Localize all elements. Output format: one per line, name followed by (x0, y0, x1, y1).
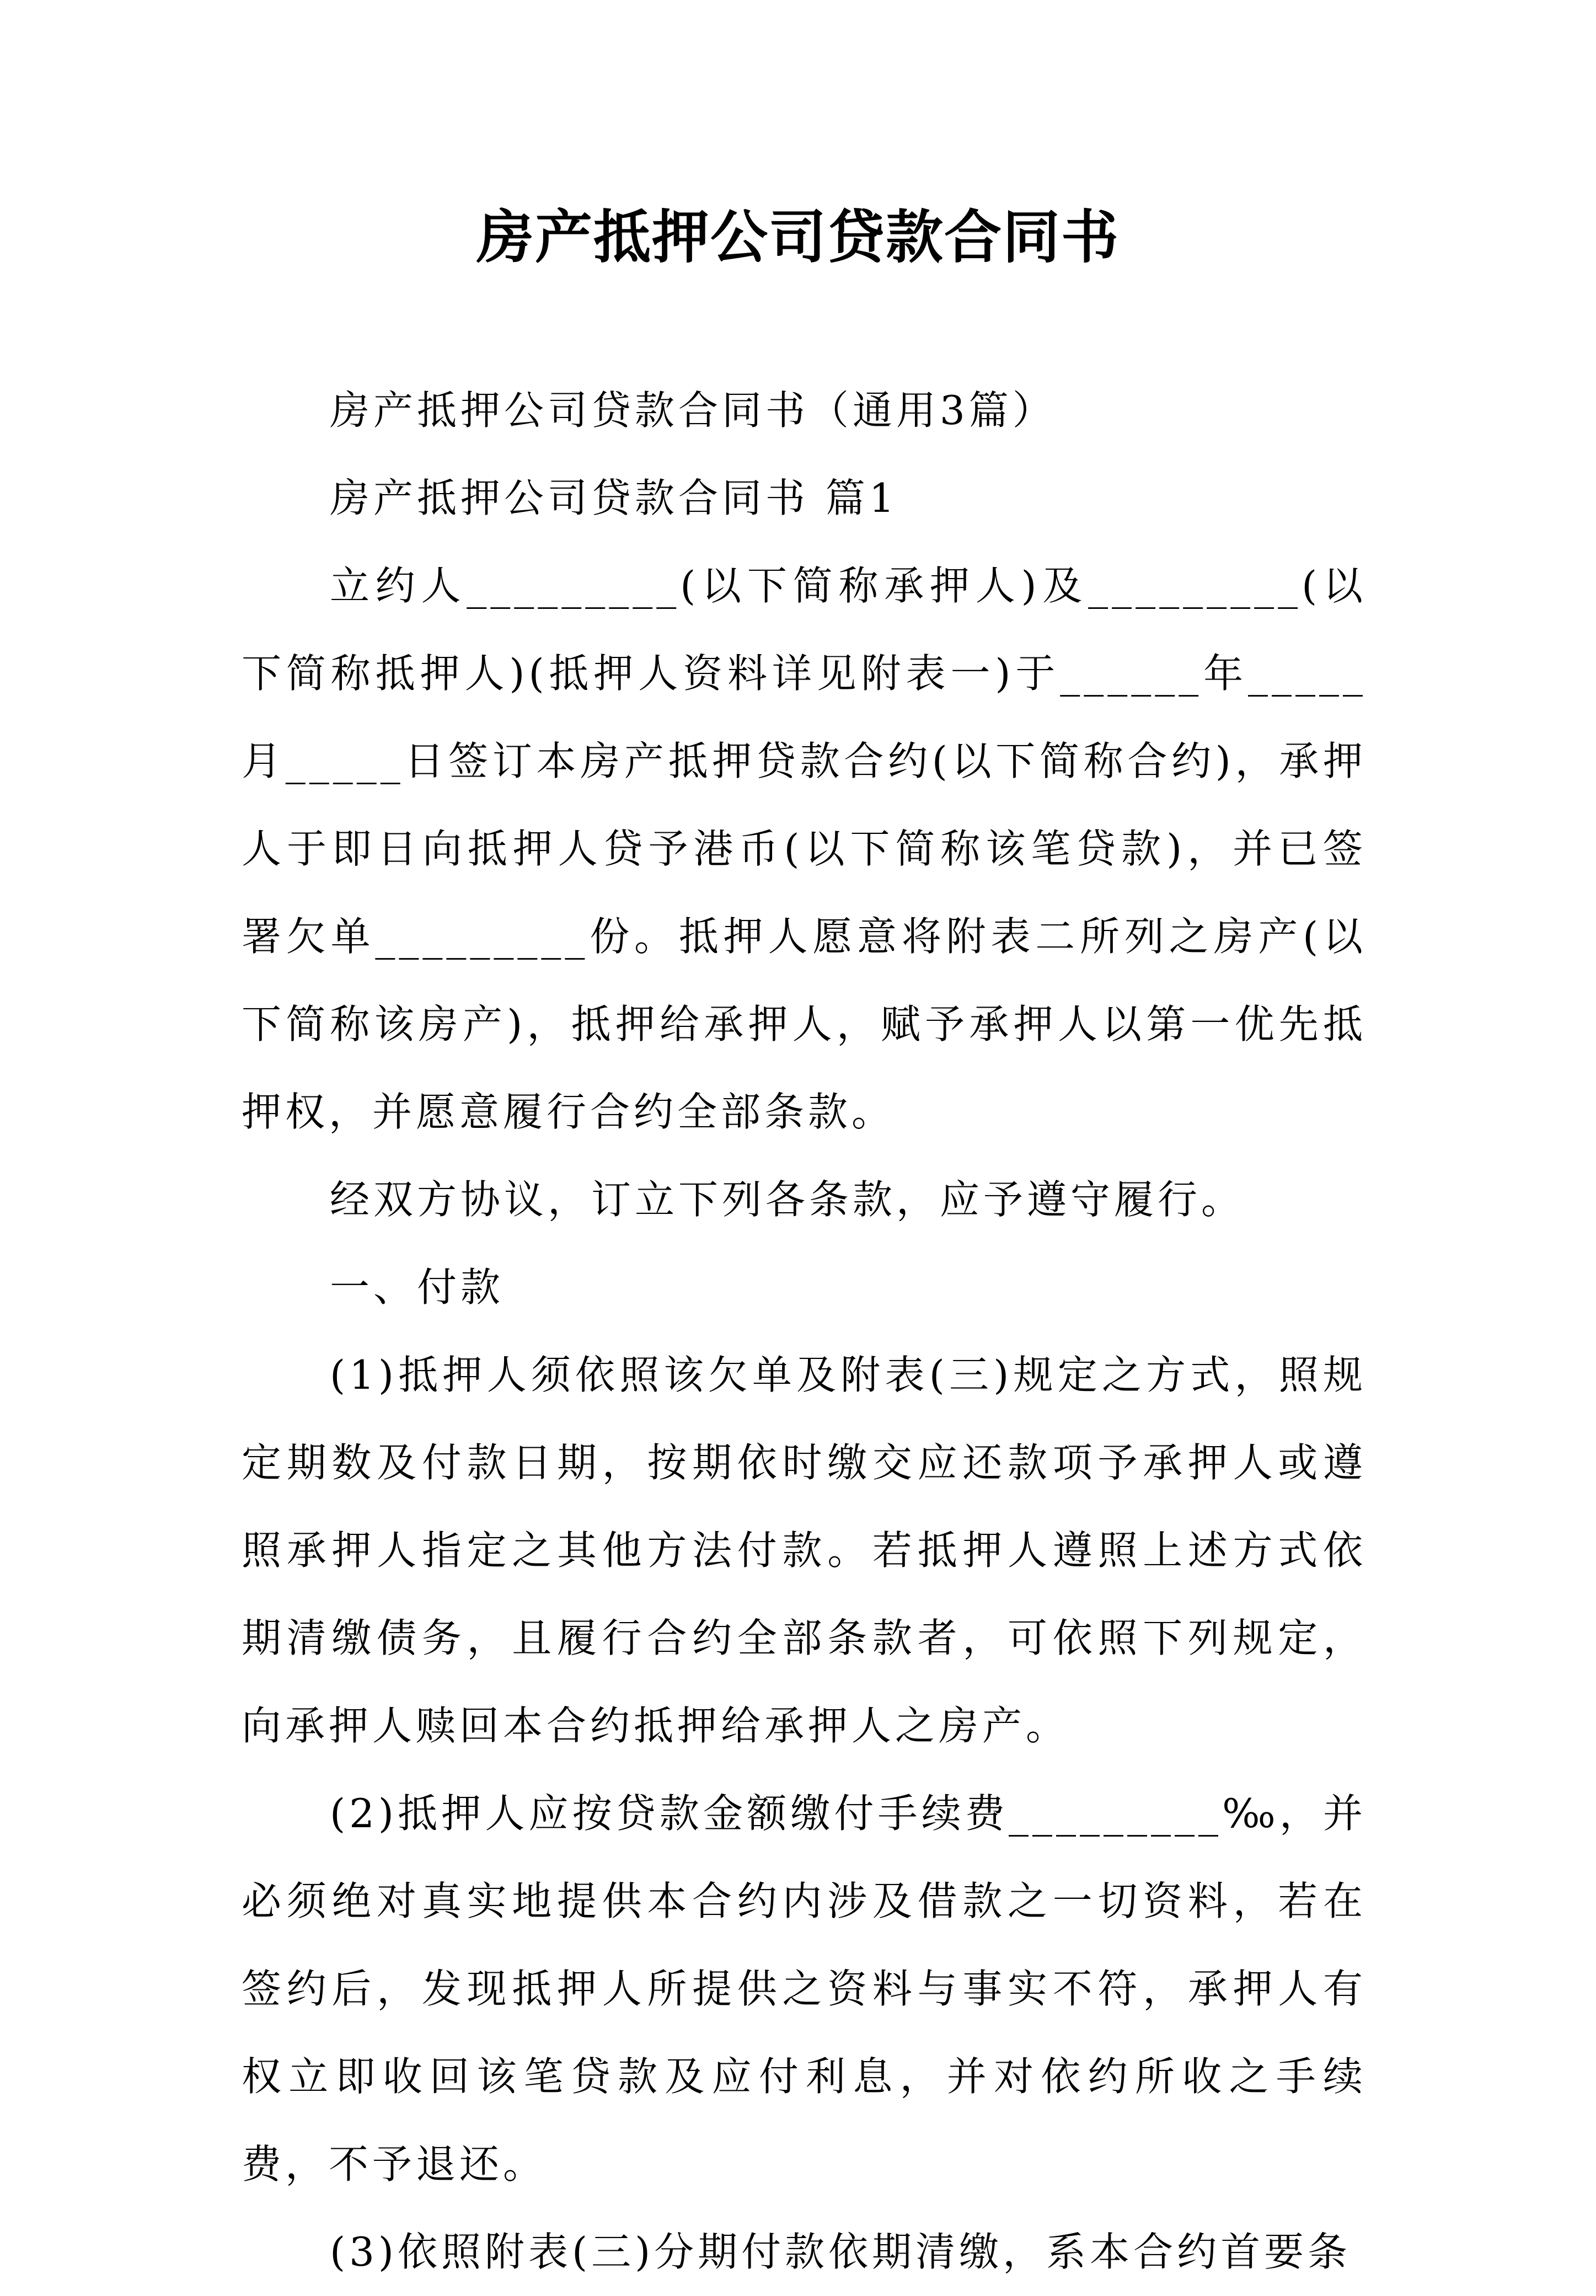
section-heading-paragraph: 房产抵押公司贷款合同书 篇1 (330, 475, 898, 521)
agreement-paragraph: 经双方协议，订立下列各条款，应予遵守履行。 (330, 1176, 1245, 1223)
document-title: 房产抵押公司贷款合同书 (476, 203, 1120, 271)
clause-1-paragraph: (1)抵押人须依照该欠单及附表(三)规定之方式，照规定期数及付款日期，按期依时缴交应还款项予承押人或遵照承押人指定之其他方法付款。若抵押人遵照上述方式依期清缴债务，且履行合约全部条款者，可依照下列规定，向承押人赎回本合约抵押给承押人之房产。 (242, 1352, 1367, 1749)
document-body (242, 367, 1367, 2296)
preamble-paragraph: 立约人_________(以下简称承押人)及_________(以下简称抵押人)(抵押人资料详见附表一)于______年_____月_____日签订本房产抵押贷款合约(以下简称合约)，承押人于即日向抵押人贷予港币(以下简称该笔贷款)，并已签署欠单_________份。抵押人愿意将附表二所列之房产(以下简称该房产)，抵押给承押人，赋予承押人以第一优先抵押权，并愿意履行合约全部条款。 (242, 563, 1367, 1135)
subtitle-paragraph: 房产抵押公司贷款合同书（通用3篇） (330, 387, 1056, 433)
clause-heading-payment: 一、付款 (330, 1264, 505, 1310)
clause-2-paragraph: (2)抵押人应按贷款金额缴付手续费_________‰，并必须绝对真实地提供本合约内涉及借款之一切资料，若在签约后，发现抵押人所提供之资料与事实不符，承押人有权立即收回该笔贷款及应付利息，并对依约所收之手续费，不予退还。 (242, 1790, 1367, 2187)
clause-3-paragraph: (3)依照附表(三)分期付款依期清缴，系本合约首要条 (330, 2229, 1352, 2275)
